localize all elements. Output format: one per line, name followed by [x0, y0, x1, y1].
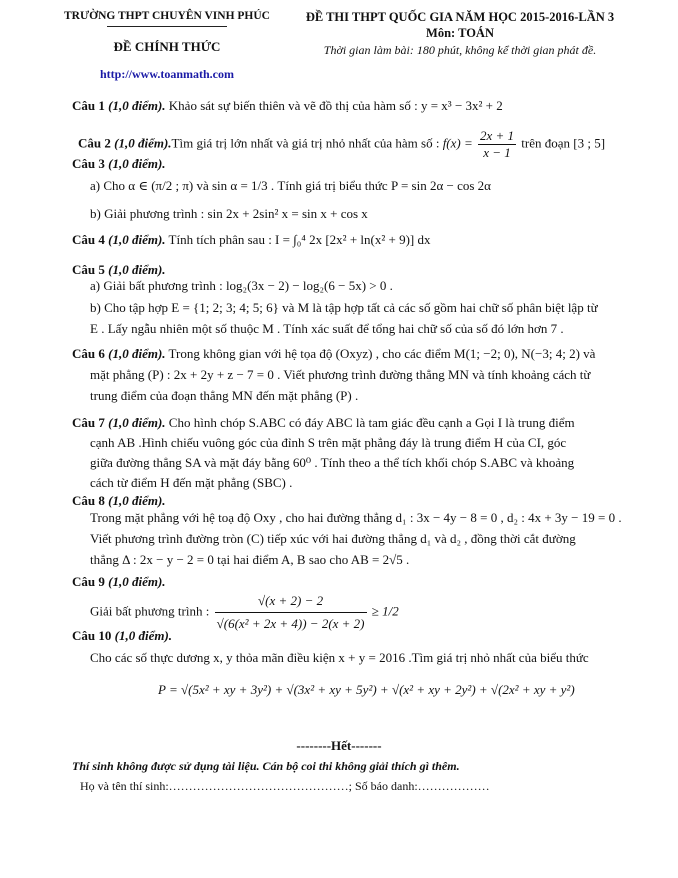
header-left — [62, 8, 272, 82]
question-9-body: Giải bất phương trình : $\frac{√(x + 2) - 2}{\text{√(6(x² + 2x + 4)) − 2(x + 2)}}$ ≥ 1/2 — [90, 590, 399, 635]
question-9: Câu 9 (1,0 điểm). — [72, 574, 166, 589]
question-5: Câu 5 (1,0 điểm). — [72, 262, 166, 277]
question-3a: a) Cho α ∈ (π/2 ; π) và sin α = 1/3 . Tính giá trị biểu thức P = sin 2α − cos 2α — [90, 178, 491, 193]
subject: Môn: TOÁN — [426, 26, 494, 40]
question-8-line1: Trong mặt phẳng với hệ toạ độ Oxy , cho hai đường thẳng d₁ : 3x − 4y − 8 = 0 , d₂ : 4x + 3y − 19 = 0 . — [90, 510, 622, 525]
end-marker: --------Hết------- — [296, 738, 382, 753]
question-1: Câu 1 (1,0 điểm). Khảo sát sự biến thiên và vẽ đồ thị của hàm số : y = x³ − 3x² + 2 — [72, 98, 503, 113]
question-6-line1: Câu 6 (1,0 điểm). Trong không gian với hệ tọa độ (Oxyz) , cho các điểm M(1; −2; 0), N(−3; 4; 2) và — [72, 346, 596, 361]
question-8-line2: Viết phương trình đường tròn (C) tiếp xúc với hai đường thẳng d₁ và d₂ , đồng thời cắt đường — [90, 531, 576, 546]
fraction: $\frac{√(x + 2) - 2}{\text{√(6(x² + 2x + 4)) − 2(x + 2)}}$ — [215, 590, 367, 635]
question-3b: b) Giải phương trình : sin 2x + 2sin² x = sin x + cos x — [90, 206, 368, 221]
school-name: TRƯỜNG THPT CHUYÊN VINH PHÚC — [64, 10, 270, 22]
candidate-info: Họ và tên thí sinh:………………………………………; Số báo danh:……………… — [80, 779, 490, 793]
question-6-line3: trung điểm của đoạn thẳng MN đến mặt phẳng (P) . — [90, 388, 359, 403]
question-3: Câu 3 (1,0 điểm). — [72, 156, 166, 171]
question-7-line2: cạnh AB .Hình chiếu vuông góc của đỉnh S trên mặt phẳng đáy là trung điểm H của CI, góc — [90, 435, 567, 450]
divider — [107, 26, 227, 27]
question-5b-line1: b) Cho tập hợp E = {1; 2; 3; 4; 5; 6} và M là tập hợp tất cả các số gồm hai chữ số phân biệt lập từ — [90, 300, 598, 315]
question-10-formula: P = √(5x² + xy + 3y²) + √(3x² + xy + 5y²) + √(x² + xy + 2y²) + √(2x² + xy + y²) — [158, 682, 575, 697]
question-7-line4: cách từ điểm H đến mặt phẳng (SBC) . — [90, 475, 293, 490]
website-link[interactable]: http://www.toanmath.com — [100, 67, 234, 81]
header-right — [295, 10, 625, 58]
question-7-line3: giữa đường thẳng SA và mặt đáy bằng 60⁰ . Tính theo a thể tích khối chóp S.ABC và khoảng — [90, 455, 575, 470]
footer-note: Thí sinh không được sử dụng tài liệu. Cán bộ coi thi không giải thích gì thêm. — [72, 759, 460, 773]
duration: Thời gian làm bài: 180 phút, không kể thời gian phát đề. — [323, 43, 597, 57]
fraction: $\frac{2x + 1}{x - 1}$ — [480, 128, 515, 160]
question-8: Câu 8 (1,0 điểm). — [72, 493, 166, 508]
question-7-line1: Câu 7 (1,0 điểm). Cho hình chóp S.ABC có đáy ABC là tam giác đều cạnh a Gọi I là trung điểm — [72, 415, 575, 430]
question-4: Câu 4 (1,0 điểm). Tính tích phân sau : I = ∫₀⁴ 2x [2x² + ln(x² + 9)] dx — [72, 232, 431, 247]
question-5b-line2: E . Lấy ngẫu nhiên một số thuộc M . Tính xác suất để tổng hai chữ số của số đó lớn hơn 7 . — [90, 321, 564, 336]
question-10: Câu 10 (1,0 điểm). — [72, 628, 173, 643]
question-5a: a) Giải bất phương trình : log₂(3x − 2) − log₂(6 − 5x) > 0 . — [90, 278, 393, 293]
question-10-text: Cho các số thực dương x, y thỏa mãn điều kiện x + y = 2016 .Tìm giá trị nhỏ nhất của biểu thức — [90, 650, 589, 665]
exam-title: ĐỀ THI THPT QUỐC GIA NĂM HỌC 2015-2016-LẦN 3 — [305, 10, 615, 24]
question-8-line3: thẳng Δ : 2x − y − 2 = 0 tại hai điểm A, B sao cho AB = 2√5 . — [90, 552, 410, 567]
question-2: Câu 2 (1,0 điểm).Tìm giá trị lớn nhất và giá trị nhỏ nhất của hàm số : f(x) = $\frac{2x + 1}{x - 1}$ trên đoạn [3 ; 5] — [78, 128, 606, 160]
official-label: ĐỀ CHÍNH THỨC — [113, 39, 221, 54]
question-6-line2: mặt phẳng (P) : 2x + 2y + z − 7 = 0 . Viết phương trình đường thẳng MN và tính khoảng cách từ — [90, 367, 591, 382]
